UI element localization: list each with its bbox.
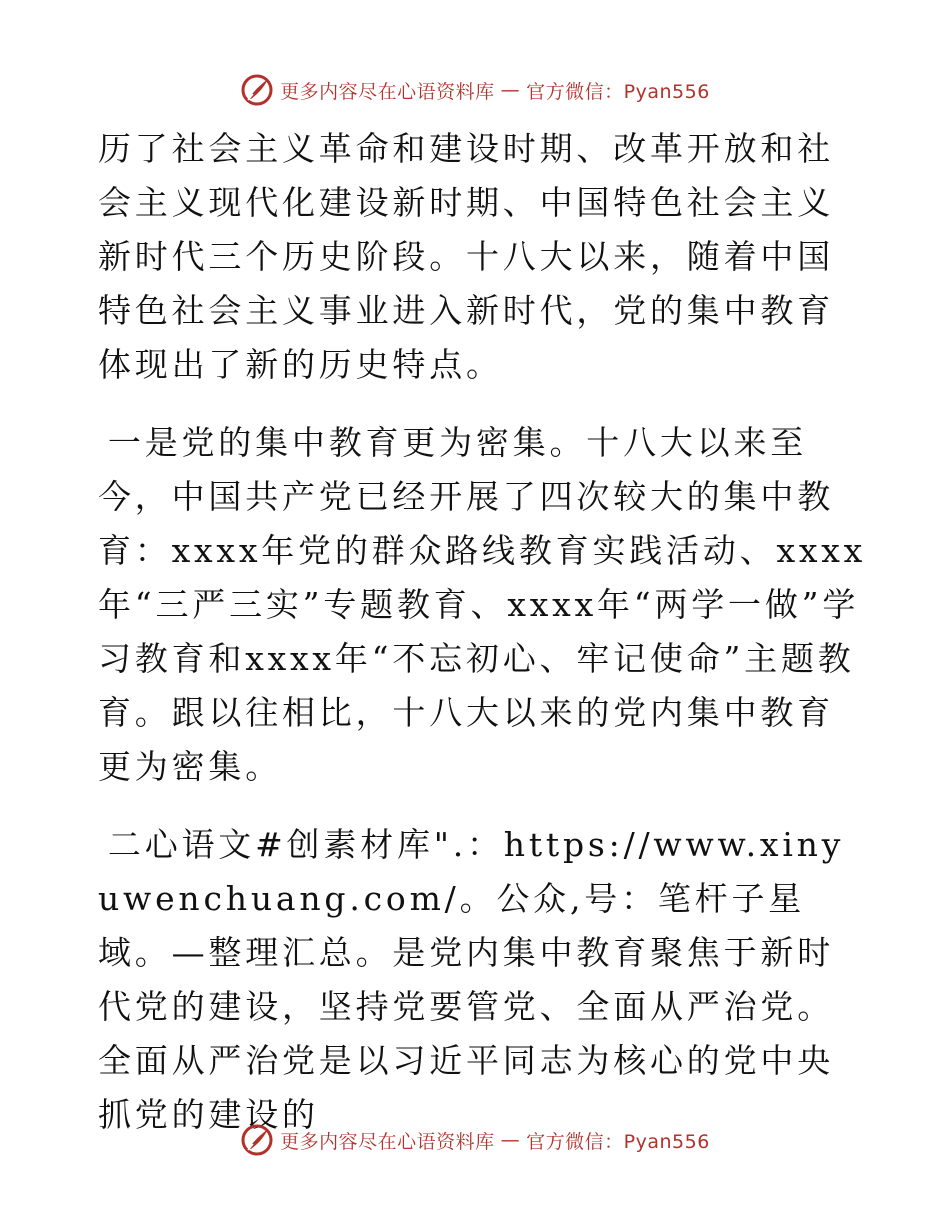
paragraph-2: 一是党的集中教育更为密集。十八大以来至今，中国共产党已经开展了四次较大的集中教育：xxxx年党的群众路线教育实践活动、xxxx年“三严三实”专题教育、xxxx年“两学一做”学习教育和xxxx年“不忘初心、牢记使命”主题教育。跟以往相比，十八大以来的党内集中教育更为密集。 (98, 423, 867, 786)
watermark-contact-text: 官方微信：Pyan556 (526, 1130, 710, 1153)
quill-logo-icon (240, 1123, 274, 1157)
header-watermark (0, 70, 950, 110)
watermark-separator: — (500, 1129, 521, 1151)
watermark-separator: — (500, 79, 521, 101)
document-body (98, 122, 868, 1166)
paragraph-3: 二心语文#创素材库".：https://www.xinyuwenchuang.com/。公众,号：笔杆子星域。—整理汇总。是党内集中教育聚焦于新时代党的建设，坚持党要管党、全面从严治党。全面从严治党是以习近平同志为核心的党中央抓党的建设的 (98, 825, 845, 1134)
watermark-contact-text: 官方微信：Pyan556 (526, 80, 710, 103)
watermark-brand-text: 更多内容尽在心语资料库 (280, 80, 495, 103)
watermark-brand-text: 更多内容尽在心语资料库 (280, 1130, 495, 1153)
quill-logo-icon (240, 73, 274, 107)
paragraph-1: 历了社会主义革命和建设时期、改革开放和社会主义现代化建设新时期、中国特色社会主义新时代三个历史阶段。十八大以来，随着中国特色社会主义事业进入新时代，党的集中教育体现出了新的历史特点。 (98, 129, 834, 384)
footer-watermark (0, 1120, 950, 1160)
